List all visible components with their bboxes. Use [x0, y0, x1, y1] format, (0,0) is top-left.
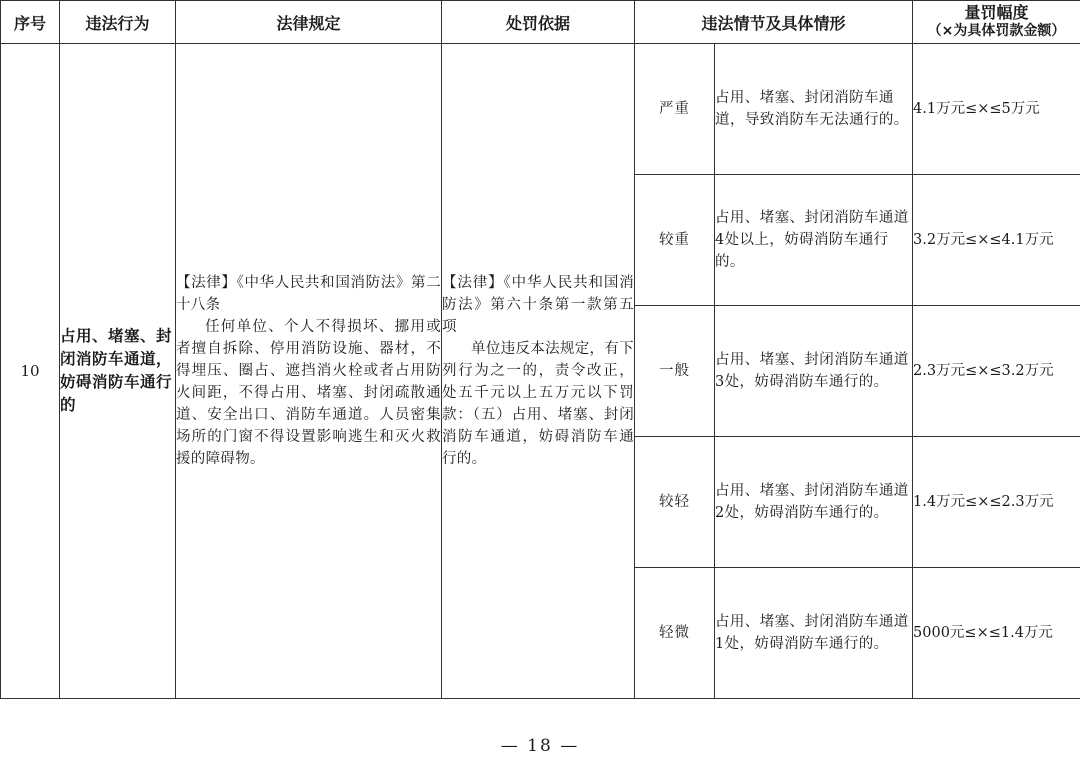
header-act: 违法行为 — [60, 1, 176, 44]
penalty-basis-text: 单位违反本法规定，有下列行为之一的，责令改正，处五千元以上五万元以下罚款：（五）占用、堵塞、封闭消防车通道，妨碍消防车通行的。 — [442, 341, 634, 467]
legal-provision-text: 任何单位、个人不得损坏、挪用或者擅自拆除、停用消防设施、器材，不得埋压、圈占、遮挡消火栓或者占用防火间距，不得占用、堵塞、封闭疏散通道、安全出口、消防车通道。人员密集场所的门窗不得设置影响逃生和灭火救援的障碍物。 — [176, 319, 441, 467]
header-range-sub: （×为具体罚款金额） — [927, 23, 1066, 39]
fine-range: 5000元≤×≤1.4万元 — [913, 568, 1080, 699]
header-range — [913, 1, 1080, 44]
legal-provision-title: 【法律】《中华人民共和国消防法》第二十八条 — [176, 275, 441, 313]
penalty-basis — [442, 44, 635, 699]
severity-detail: 占用、堵塞、封闭消防车通道2处，妨碍消防车通行的。 — [715, 437, 913, 568]
row-number: 10 — [1, 44, 60, 699]
page-number: — 18 — — [500, 736, 580, 756]
severity-level: 较轻 — [635, 437, 715, 568]
fine-range: 3.2万元≤×≤4.1万元 — [913, 175, 1080, 306]
header-basis: 处罚依据 — [442, 1, 635, 44]
fine-range: 1.4万元≤×≤2.3万元 — [913, 437, 1080, 568]
severity-detail: 占用、堵塞、封闭消防车通道1处，妨碍消防车通行的。 — [715, 568, 913, 699]
header-law: 法律规定 — [176, 1, 442, 44]
severity-level: 严重 — [635, 44, 715, 175]
fine-range: 4.1万元≤×≤5万元 — [913, 44, 1080, 175]
violation-act: 占用、堵塞、封闭消防车通道，妨碍消防车通行的 — [60, 44, 176, 699]
legal-provision — [176, 44, 442, 699]
header-range-main: 量罚幅度 — [964, 3, 1029, 22]
header-no: 序号 — [1, 1, 60, 44]
table-row — [1, 44, 1080, 175]
severity-level: 一般 — [635, 306, 715, 437]
severity-detail: 占用、堵塞、封闭消防车通道3处，妨碍消防车通行的。 — [715, 306, 913, 437]
severity-detail: 占用、堵塞、封闭消防车通道4处以上，妨碍消防车通行的。 — [715, 175, 913, 306]
severity-level: 较重 — [635, 175, 715, 306]
penalty-basis-title: 【法律】《中华人民共和国消防法》第六十条第一款第五项 — [442, 275, 634, 335]
header-detail: 违法情节及具体情形 — [635, 1, 913, 44]
severity-detail: 占用、堵塞、封闭消防车通道，导致消防车无法通行的。 — [715, 44, 913, 175]
fine-range: 2.3万元≤×≤3.2万元 — [913, 306, 1080, 437]
severity-level: 轻微 — [635, 568, 715, 699]
header-row — [1, 1, 1080, 44]
